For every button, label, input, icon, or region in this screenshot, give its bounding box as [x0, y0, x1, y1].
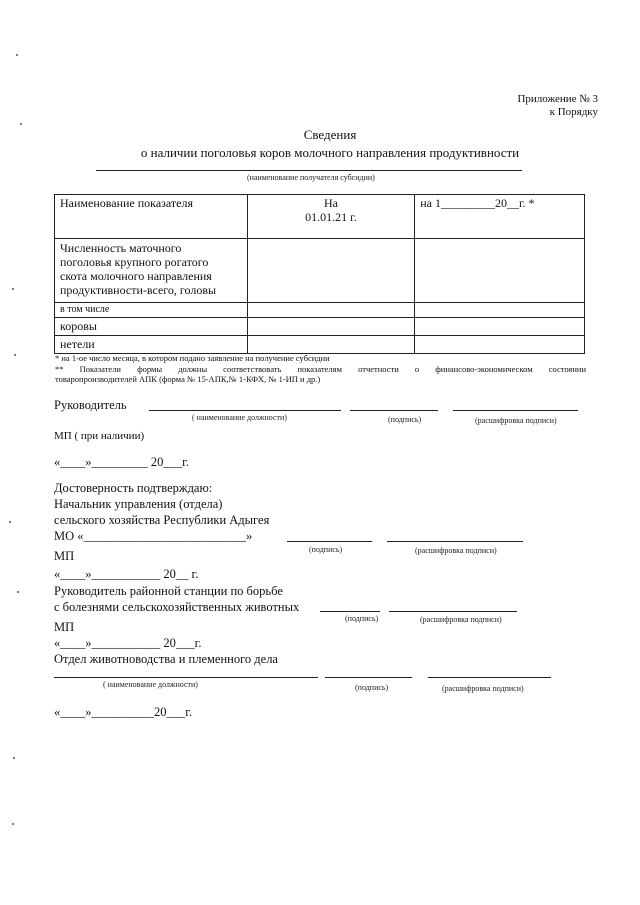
vet-line2: с болезнями сельскохозяйственных животных	[54, 600, 300, 614]
livestock-label: Отдел животноводства и племенного дела	[54, 652, 278, 666]
col-header-date2: на 1_________20__г. *	[415, 195, 585, 239]
footnote-1: * на 1-ое число месяца, в котором подано заявление на получение субсидии	[55, 353, 330, 363]
col-header-indicator: Наименование показателя	[55, 195, 248, 239]
scan-speck	[17, 591, 19, 593]
name-line[interactable]	[389, 611, 517, 612]
cell-value[interactable]	[247, 303, 415, 318]
name-line[interactable]	[387, 541, 523, 542]
caption-signature: (подпись)	[355, 683, 389, 692]
date-field-3[interactable]: «____»___________ 20___г.	[54, 636, 202, 650]
confirm-line2: сельского хозяйства Республики Адыгея	[54, 513, 270, 527]
row-label-total	[55, 239, 248, 303]
col-header-date1-line2: 01.01.21 г.	[305, 210, 357, 224]
caption-name: (расшифровка подписи)	[475, 416, 557, 425]
cell-value[interactable]	[415, 336, 585, 354]
cell-value[interactable]	[247, 318, 415, 336]
scan-speck	[12, 288, 14, 290]
row-label-line: скота молочного направления	[60, 269, 212, 283]
row-label-including: в том числе	[55, 303, 248, 318]
caption-position: ( наименование должности)	[103, 680, 198, 689]
row-label-heifers: нетели	[55, 336, 248, 354]
scan-speck	[20, 123, 22, 125]
recipient-caption: (наименование получателя субсидии)	[247, 173, 375, 182]
signature-line[interactable]	[325, 677, 412, 678]
recipient-line	[96, 170, 522, 171]
cell-value[interactable]	[415, 303, 585, 318]
table-row	[55, 336, 585, 354]
row-label-line: продуктивности-всего, головы	[60, 283, 217, 297]
stamp-label: МП	[54, 549, 75, 563]
position-line[interactable]	[54, 677, 318, 678]
cell-value[interactable]	[247, 239, 415, 303]
appendix-reference: к Порядку	[549, 106, 598, 118]
footnote-2-line1: ** Показатели формы должны соответствовать показателям отчетности о финансово-экономическом состоянии	[55, 364, 586, 374]
table-header-row	[55, 195, 585, 239]
table-row	[55, 318, 585, 336]
stamp-label: МП	[54, 620, 75, 634]
position-line[interactable]	[149, 410, 341, 411]
date-field-1[interactable]: «____»_________ 20___г.	[54, 455, 189, 469]
caption-position: ( наименование должности)	[192, 413, 287, 422]
table-row	[55, 303, 585, 318]
caption-signature: (подпись)	[388, 415, 422, 424]
col-header-date1-line1: На	[323, 196, 338, 210]
document-title: Сведения	[303, 127, 357, 142]
row-label-line: Численность маточного	[60, 241, 182, 255]
table-row	[55, 239, 585, 303]
scan-speck	[13, 757, 15, 759]
scan-speck	[16, 54, 18, 56]
confirm-municipality[interactable]: МО «__________________________»	[54, 529, 253, 543]
caption-name: (расшифровка подписи)	[420, 615, 502, 624]
signature-line[interactable]	[287, 541, 372, 542]
row-label-cows: коровы	[55, 318, 248, 336]
appendix-header	[517, 93, 598, 119]
caption-signature: (подпись)	[345, 614, 379, 623]
scan-speck	[14, 354, 16, 356]
cell-value[interactable]	[415, 239, 585, 303]
date-field-2[interactable]: «____»___________ 20__ г.	[54, 567, 199, 581]
scan-speck	[12, 823, 14, 825]
stamp-optional: МП ( при наличии)	[54, 430, 145, 442]
caption-signature: (подпись)	[309, 545, 343, 554]
cell-value[interactable]	[247, 336, 415, 354]
signature-line[interactable]	[320, 611, 380, 612]
caption-name: (расшифровка подписи)	[415, 546, 497, 555]
head-label: Руководитель	[54, 398, 127, 412]
name-line[interactable]	[453, 410, 578, 411]
signature-line[interactable]	[350, 410, 438, 411]
appendix-number: Приложение № 3	[517, 93, 598, 105]
confirm-line1: Начальник управления (отдела)	[54, 497, 223, 511]
confirm-heading: Достоверность подтверждаю:	[54, 481, 213, 495]
vet-line1: Руководитель районной станции по борьбе	[54, 584, 283, 598]
scan-speck	[9, 521, 11, 523]
livestock-table	[54, 194, 585, 354]
footnote-2-line2: товаропроизводителей АПК (форма № 15-АПК,№ 1-КФХ, № 1-ИП и др.)	[55, 374, 321, 384]
cell-value[interactable]	[415, 318, 585, 336]
caption-name: (расшифровка подписи)	[442, 684, 524, 693]
col-header-date1	[247, 195, 415, 239]
row-label-line: поголовья крупного рогатого	[60, 255, 209, 269]
name-line[interactable]	[428, 677, 551, 678]
document-subtitle: о наличии поголовья коров молочного направления продуктивности	[140, 145, 520, 160]
date-field-4[interactable]: «____»__________20___г.	[54, 705, 193, 719]
